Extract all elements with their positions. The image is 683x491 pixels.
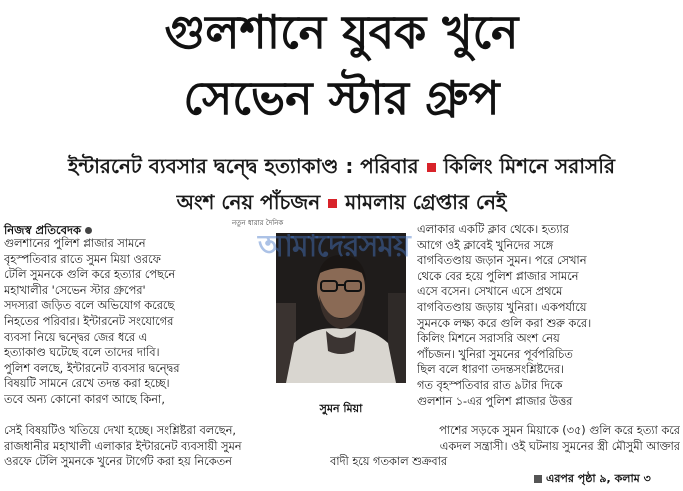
article-line: পুলিশ বলছে, ইন্টারনেট ব্যবসার দ্বন্দ্বের (4, 361, 180, 375)
subheadline-line-2 (0, 188, 683, 216)
subheadline-part-1: ইন্টারনেট ব্যবসার দ্বন্দ্বে হত্যাকাণ্ড : পরিবার (67, 154, 419, 178)
article-line: মহাখালীর 'সেভেন স্টার গ্রুপের' (4, 283, 146, 297)
article-line: এসে বসেন। সেখানে এসে প্রথমে (417, 285, 563, 299)
subheadline-part-2: কিলিং মিশনে সরাসরি (443, 154, 615, 178)
article-line: সদস্যরা জড়িত বলে অভিযোগ করেছে (4, 299, 175, 313)
article-line: আগে ওই ক্লাবেই খুনিদের সঙ্গে (417, 238, 554, 252)
headline-line-2: সেভেন স্টার গ্রুপ (183, 71, 500, 125)
article-line: নিহতের পরিবার। ইন্টারনেট সংযোগের (4, 314, 174, 328)
subheadline-part-4: মামলায় গ্রেপ্তার নেই (345, 190, 507, 214)
subheadline-line-1 (0, 152, 683, 180)
newspaper-watermark: আমাদেরসময় (258, 229, 410, 264)
article-column-right-lower (330, 423, 680, 470)
article-line: গত বৃহস্পতিবার রাত ৯টার দিকে (417, 378, 563, 392)
article-line: একদল সন্ত্রাসী। ওই ঘটনায় সুমনের স্ত্রী মৌসুমী আক্তার (439, 439, 680, 453)
headline-line-1: গুলশানে যুবক খুনে (164, 5, 519, 59)
article-column-left (4, 236, 266, 408)
article-line: কিলিং মিশনে সরাসরি অংশ নেয় (417, 332, 560, 346)
article-line: পাঁচজন। খুনিরা সুমনের পূর্বপরিচিত (417, 347, 573, 361)
article-line: সেই বিষয়টিও খতিয়ে দেখা হচ্ছে। সংশ্লিষ্টরা বলছেন, (4, 424, 236, 437)
newspaper-tagline: নতুন ধারার দৈনিক (232, 219, 284, 227)
subheadline-part-3: অংশ নেয় পাঁচজন (176, 190, 321, 214)
article-line: তবে অন্য কোনো কারণ আছে কিনা, (4, 392, 165, 406)
article-line: টেলি সুমনকে গুলি করে হত্যার পেছনে (4, 268, 176, 282)
article-line: বাগবিতণ্ডায় জড়ান সুমন। পরে সেখান (417, 254, 587, 268)
square-bullet-icon (534, 475, 542, 483)
article-line: পাশের সড়কে সুমন মিয়াকে (৩৫) গুলি করে হত্যা করে (439, 424, 680, 437)
photo-caption: সুমন মিয়া (319, 402, 363, 415)
bullet-icon (85, 227, 92, 234)
article-line: ব্যবসা নিয়ে দ্বন্দ্বের জের ধরে এ (4, 330, 148, 344)
byline-text: নিজস্ব প্রতিবেদক (4, 223, 82, 237)
red-square-icon (328, 199, 337, 208)
article-line: থেকে বের হয়ে পুলিশ প্লাজার সামনে (417, 269, 579, 283)
article-column-right (417, 222, 681, 409)
continued-reference (534, 470, 651, 489)
red-square-icon (427, 163, 436, 172)
article-line: বিষয়টি সামনে রেখে তদন্ত করা হচ্ছে। (4, 377, 170, 391)
continued-text: এরপর পৃষ্ঠা ৯, কলাম ৩ (546, 472, 651, 485)
article-line: বাগবিতণ্ডায় জড়ায় খুনিরা। একপর্যায়ে (417, 300, 587, 314)
article-line: গুলশান ১-এর পুলিশ প্লাজার উত্তর (417, 394, 573, 408)
article-line: হত্যাকাণ্ড ঘটেছে বলে তাদের দাবি। (4, 346, 160, 360)
article-line: গুলশানের পুলিশ প্লাজার সামনে (4, 237, 146, 250)
article-line: ছিল বলে ধারণা তদন্তসংশ্লিষ্টদের। (417, 363, 565, 377)
article-line: রাজধানীর মহাখালী এলাকার ইন্টারনেট ব্যবসায়ী সুমন (4, 439, 242, 453)
article-line: ওরফে টেলি সুমনকে খুনের টার্গেট করা হয় নিকেতন (4, 455, 232, 469)
article-line: সুমনকে লক্ষ্য করে গুলি করা শুরু করে। (417, 316, 592, 330)
article-line: এলাকার একটি ক্লাব থেকে। হত্যার (417, 223, 569, 236)
article-line: বৃহস্পতিবার রাতে সুমন মিয়া ওরফে (4, 252, 161, 266)
article-line: বাদী হয়ে গতকাল শুক্রবার (330, 455, 448, 469)
